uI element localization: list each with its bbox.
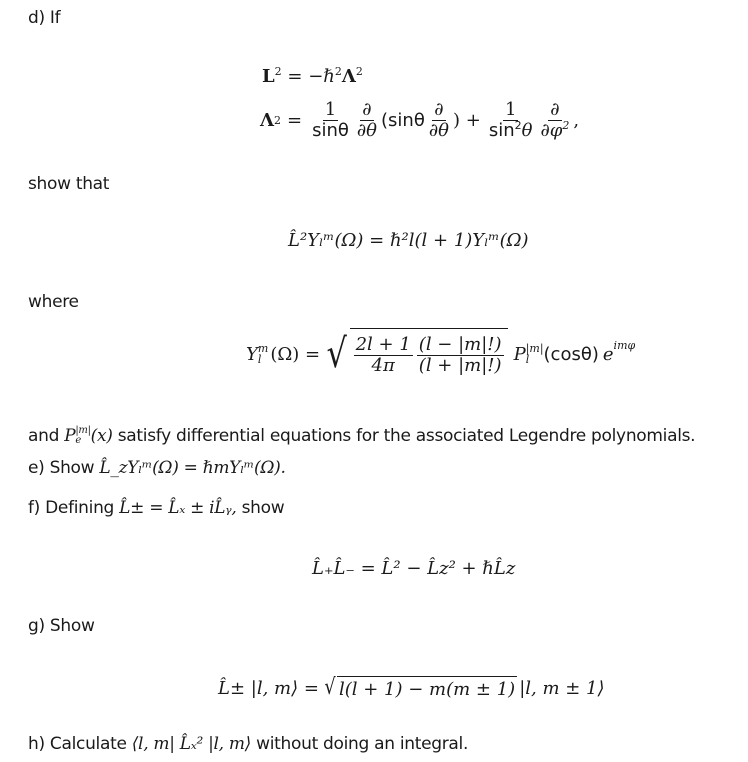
legendre-statement: and P |m| e (x) satisfy differential equations for the associated Legendre polynomials. <box>28 425 696 446</box>
part-h: h) Calculate ⟨l, m| L̂ₓ² |l, m⟩ without doing an integral. <box>28 734 469 754</box>
equation-ladder-action: L̂± |l, m⟩ = √ l(l + 1) − m(m ± 1) |l, m ± 1⟩ <box>218 675 605 700</box>
where-text: where <box>28 292 79 312</box>
fraction-partial-theta: $\frac{\partial}{\partial\theta}$ <box>356 99 378 141</box>
part-g-intro: g) Show <box>28 616 95 636</box>
show-that-text: show that <box>28 174 110 194</box>
equation-ladder-product: L̂₊L̂₋ = L̂² − L̂z² + ℏL̂z <box>312 558 516 579</box>
fraction-1-over-sin-squared: $\frac{1}{\sin^2\theta}$ <box>488 99 533 141</box>
equation-L-squared: $L^2$ = $-\hbar^2\Lambda^2$ <box>262 65 363 87</box>
part-f: f) Defining L̂± = L̂ₓ ± iL̂ᵧ, show <box>28 498 285 518</box>
equation-spherical-harmonic: Y m l (Ω) = √ $\frac{2l + 1}{4\pi}$ $\frac{(l - |m|!)}{(l + |m|!)}$ P |m| l (cosθ) e $^{im\varphi}$ <box>246 328 635 380</box>
part-e: e) Show L̂_zYₗᵐ(Ω) = ℏmYₗᵐ(Ω). <box>28 458 286 478</box>
square-root: √ $\frac{2l + 1}{4\pi}$ $\frac{(l - |m|!)}{(l + |m|!)}$ <box>324 328 507 380</box>
fraction-partial-theta-2: $\frac{\partial}{\partial\theta}$ <box>428 99 450 141</box>
part-d-intro: d) If <box>28 8 61 28</box>
square-root: √ l(l + 1) − m(m ± 1) <box>324 675 516 700</box>
fraction-partial-phi-squared: $\frac{\partial}{\partial\varphi^2}$ <box>540 99 570 141</box>
fraction-1-over-sin: $\frac{1}{\sin\theta}$ <box>312 99 349 141</box>
equation-lambda-squared: Λ 2 = $\frac{1}{\sin\theta}$ $\frac{\partial}{\partial\theta}$ (sinθ $\frac{\partial}{\partial\theta}$ ) + $\frac{1}{\sin^2\theta}$ $\frac{\partial}{\partial\varphi^2}$ , <box>260 99 580 141</box>
equation-L2-eigenvalue: L̂²Yₗᵐ(Ω) = ℏ²l(l + 1)Yₗᵐ(Ω) <box>288 230 529 251</box>
